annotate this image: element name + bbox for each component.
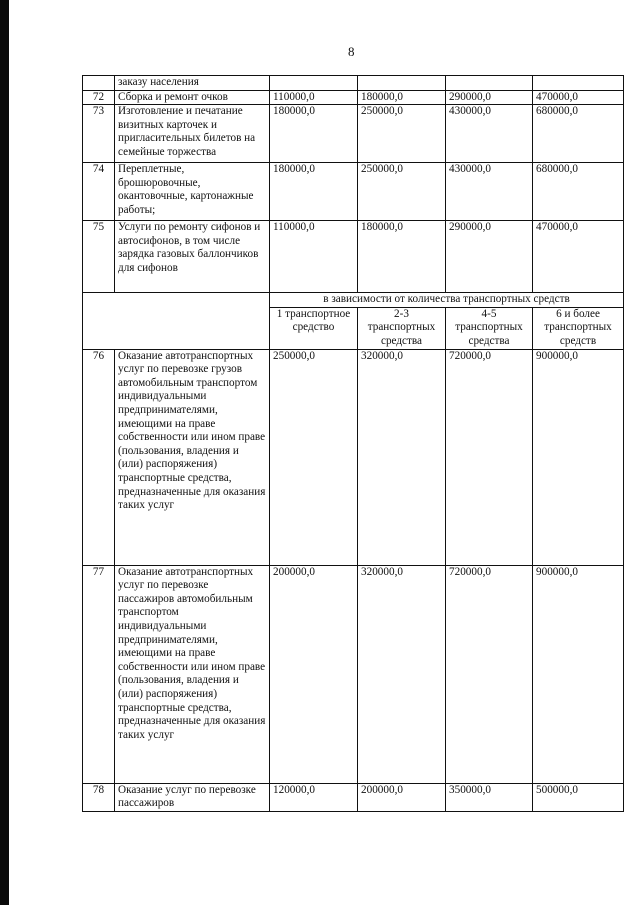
column-header: 1 транспортное средство [270,307,358,349]
row-number: 73 [83,105,115,163]
value-cell: 110000,0 [270,221,358,293]
value-cell: 900000,0 [533,565,624,783]
service-name: Оказание автотранспортных услуг по перевозке пассажиров автомобильным транспортом индивидуальными предпринимателями, имеющими на праве собственности или ином праве (пользования, владения и (или) распоряжения) транспортные средства, предназначенные для оказания таких услуг [115,565,270,783]
value-cell: 290000,0 [446,90,533,105]
service-name: Изготовление и печатание визитных карточек и пригласительных билетов на семейные торжества [115,105,270,163]
value-cell: 180000,0 [358,221,446,293]
value-cell: 180000,0 [358,90,446,105]
column-header: 2-3 транспортных средства [358,307,446,349]
row-number: 72 [83,90,115,105]
column-header: 6 и более транспортных средств [533,307,624,349]
service-name: Оказание услуг по перевозке пассажиров [115,783,270,811]
value-cell: 470000,0 [533,221,624,293]
tariff-table [82,75,624,812]
row-number: 75 [83,221,115,293]
service-name: заказу населения [115,76,270,91]
value-cell: 320000,0 [358,565,446,783]
value-cell: 180000,0 [270,105,358,163]
scan-edge-bar [0,0,9,905]
value-cell: 680000,0 [533,163,624,221]
table-row [83,221,624,293]
value-cell: 720000,0 [446,349,533,565]
sub-header-title: в зависимости от количества транспортных средств [270,293,624,308]
table-row [83,565,624,783]
column-header: 4-5 транспортных средства [446,307,533,349]
value-cell: 200000,0 [270,565,358,783]
value-cell: 320000,0 [358,349,446,565]
row-number [83,76,115,91]
value-cell: 900000,0 [533,349,624,565]
row-number: 78 [83,783,115,811]
value-cell: 500000,0 [533,783,624,811]
service-name: Оказание автотранспортных услуг по перевозке грузов автомобильным транспортом индивидуальными предпринимателями, имеющими на праве собственности или ином праве (пользования, владения и (или) распоряжения) транспортные средства, предназначенные для оказания таких услуг [115,349,270,565]
table-row [83,90,624,105]
table-row [83,783,624,811]
value-cell: 430000,0 [446,105,533,163]
value-cell: 250000,0 [358,105,446,163]
value-cell [533,76,624,91]
table-row [83,105,624,163]
value-cell [358,76,446,91]
page-number: 8 [348,44,355,59]
row-number: 77 [83,565,115,783]
value-cell: 720000,0 [446,565,533,783]
value-cell: 250000,0 [270,349,358,565]
table-row [83,76,624,91]
sub-header-title-row [83,293,624,308]
value-cell [446,76,533,91]
value-cell: 200000,0 [358,783,446,811]
value-cell: 290000,0 [446,221,533,293]
value-cell: 680000,0 [533,105,624,163]
value-cell: 120000,0 [270,783,358,811]
value-cell: 470000,0 [533,90,624,105]
value-cell: 350000,0 [446,783,533,811]
value-cell: 430000,0 [446,163,533,221]
value-cell: 180000,0 [270,163,358,221]
service-name: Услуги по ремонту сифонов и автосифонов, в том числе зарядка газовых баллончиков для сифонов [115,221,270,293]
row-number: 76 [83,349,115,565]
value-cell [270,76,358,91]
table-row [83,349,624,565]
service-name: Переплетные, брошюровочные, окантовочные, картонажные работы; [115,163,270,221]
service-name: Сборка и ремонт очков [115,90,270,105]
value-cell: 250000,0 [358,163,446,221]
table-row [83,163,624,221]
sub-header-blank [83,293,270,349]
row-number: 74 [83,163,115,221]
value-cell: 110000,0 [270,90,358,105]
